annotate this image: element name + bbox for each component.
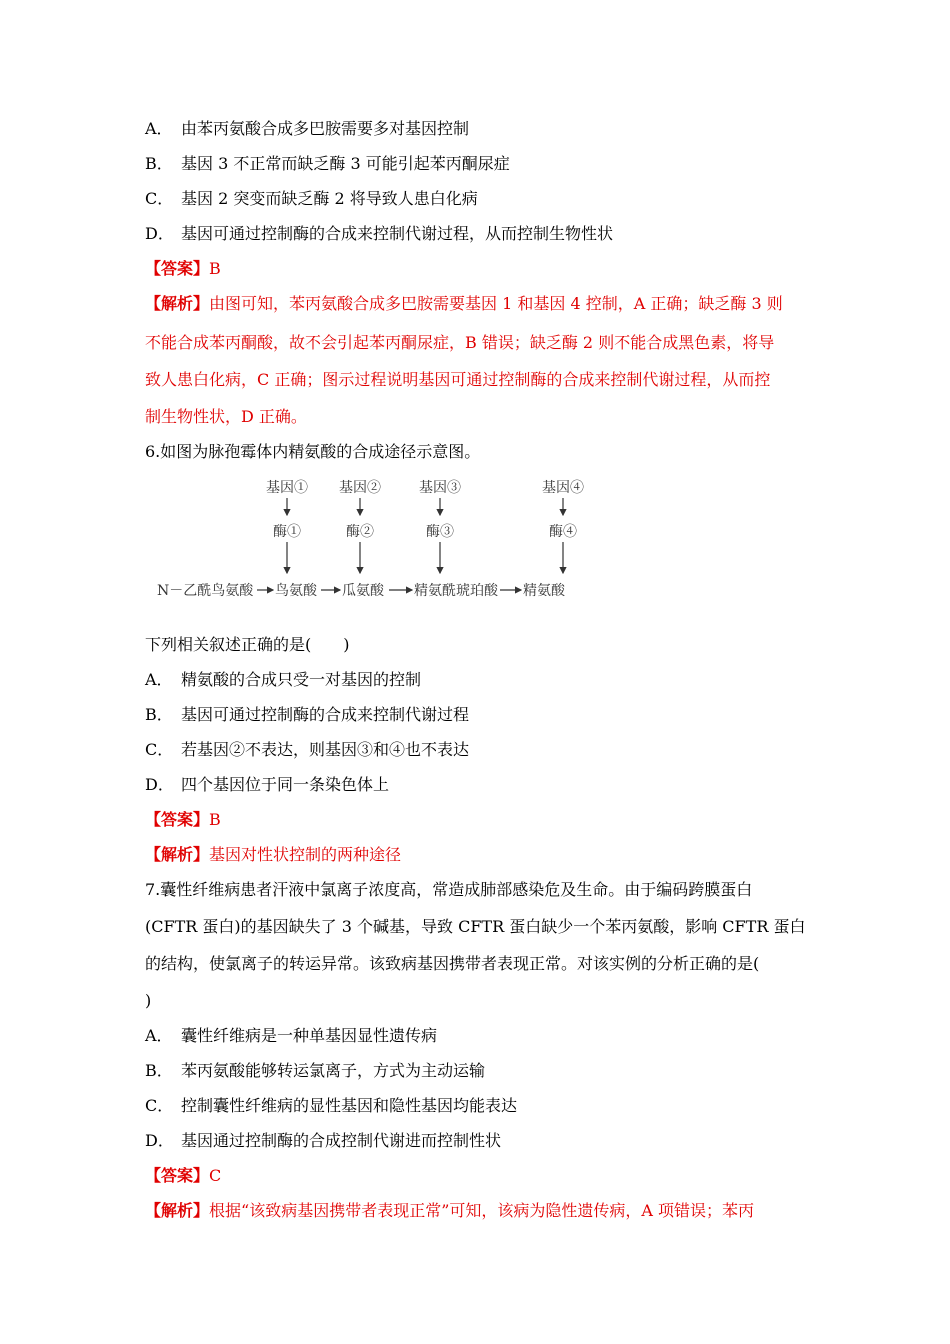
q5-analysis-line-1: 【解析】由图可知，苯丙氨酸合成多巴胺需要基因 1 和基因 4 控制，A 正确；缺乏酶 3 则 bbox=[145, 294, 783, 313]
q7-option-d: D． 基因通过控制酶的合成控制代谢进而控制性状 bbox=[145, 1131, 502, 1150]
q5-option-a: A． 由苯丙氨酸合成多巴胺需要多对基因控制 bbox=[145, 119, 470, 138]
q6-answer: 【答案】B bbox=[145, 810, 221, 829]
q7-stem-line-1: 7.囊性纤维病患者汗液中氯离子浓度高，常造成肺部感染危及生命。由于编码跨膜蛋白 bbox=[145, 880, 753, 899]
enzyme-2-label: 酶② bbox=[346, 524, 374, 540]
pathway-argininosuccinate: 精氨酰琥珀酸 bbox=[414, 583, 498, 599]
q6-option-d: D． 四个基因位于同一条染色体上 bbox=[145, 775, 390, 794]
pathway-n-acetylornithine: N－乙酰鸟氨酸 bbox=[157, 583, 254, 599]
q7-answer: 【答案】C bbox=[145, 1166, 222, 1185]
q5-analysis-line-2: 不能合成苯丙酮酸，故不会引起苯丙酮尿症，B 错误；缺乏酶 2 则不能合成黑色素，将导 bbox=[145, 333, 775, 352]
q7-option-a: A． 囊性纤维病是一种单基因显性遗传病 bbox=[145, 1026, 438, 1045]
q7-stem-line-3: 的结构，使氯离子的转运异常。该致病基因携带者表现正常。对该实例的分析正确的是( bbox=[145, 954, 760, 973]
pathway-ornithine: 鸟氨酸 bbox=[275, 583, 317, 599]
q6-option-c: C． 若基因②不表达，则基因③和④也不表达 bbox=[145, 740, 470, 759]
q5-option-b: B． 基因 3 不正常而缺乏酶 3 可能引起苯丙酮尿症 bbox=[145, 154, 510, 173]
pathway-arginine: 精氨酸 bbox=[523, 583, 565, 599]
q7-analysis: 【解析】根据“该致病基因携带者表现正常”可知，该病为隐性遗传病，A 项错误；苯丙 bbox=[145, 1201, 755, 1220]
gene-3-label: 基因③ bbox=[419, 480, 461, 496]
enzyme-4-label: 酶④ bbox=[549, 524, 577, 540]
gene-4-label: 基因④ bbox=[542, 480, 584, 496]
q7-stem-line-2: (CFTR 蛋白)的基因缺失了 3 个碱基，导致 CFTR 蛋白缺少一个苯丙氨酸，影响 CFTR 蛋白 bbox=[145, 917, 806, 936]
enzyme-3-label: 酶③ bbox=[426, 524, 454, 540]
q6-option-b: B． 基因可通过控制酶的合成来控制代谢过程 bbox=[145, 705, 470, 724]
q5-answer: 【答案】B bbox=[145, 259, 221, 278]
enzyme-1-label: 酶① bbox=[273, 524, 301, 540]
q7-option-b: B． 苯丙氨酸能够转运氯离子，方式为主动运输 bbox=[145, 1061, 486, 1080]
q5-option-d: D． 基因可通过控制酶的合成来控制代谢过程，从而控制生物性状 bbox=[145, 224, 614, 243]
q7-stem-line-4: ) bbox=[145, 991, 152, 1010]
q5-analysis-line-4: 制生物性状，D 正确。 bbox=[145, 407, 307, 426]
arginine-pathway-diagram bbox=[155, 470, 635, 605]
q7-option-c: C． 控制囊性纤维病的显性基因和隐性基因均能表达 bbox=[145, 1096, 518, 1115]
gene-1-label: 基因① bbox=[266, 480, 308, 496]
gene-2-label: 基因② bbox=[339, 480, 381, 496]
q6-option-a: A． 精氨酸的合成只受一对基因的控制 bbox=[145, 670, 422, 689]
q6-stem: 6.如图为脉孢霉体内精氨酸的合成途径示意图。 bbox=[145, 442, 481, 461]
q6-analysis: 【解析】基因对性状控制的两种途径 bbox=[145, 845, 402, 864]
pathway-citrulline: 瓜氨酸 bbox=[342, 583, 384, 599]
q5-option-c: C． 基因 2 突变而缺乏酶 2 将导致人患白化病 bbox=[145, 189, 478, 208]
q6-question: 下列相关叙述正确的是( ) bbox=[145, 635, 350, 654]
q5-analysis-line-3: 致人患白化病，C 正确；图示过程说明基因可通过控制酶的合成来控制代谢过程，从而控 bbox=[145, 370, 771, 389]
